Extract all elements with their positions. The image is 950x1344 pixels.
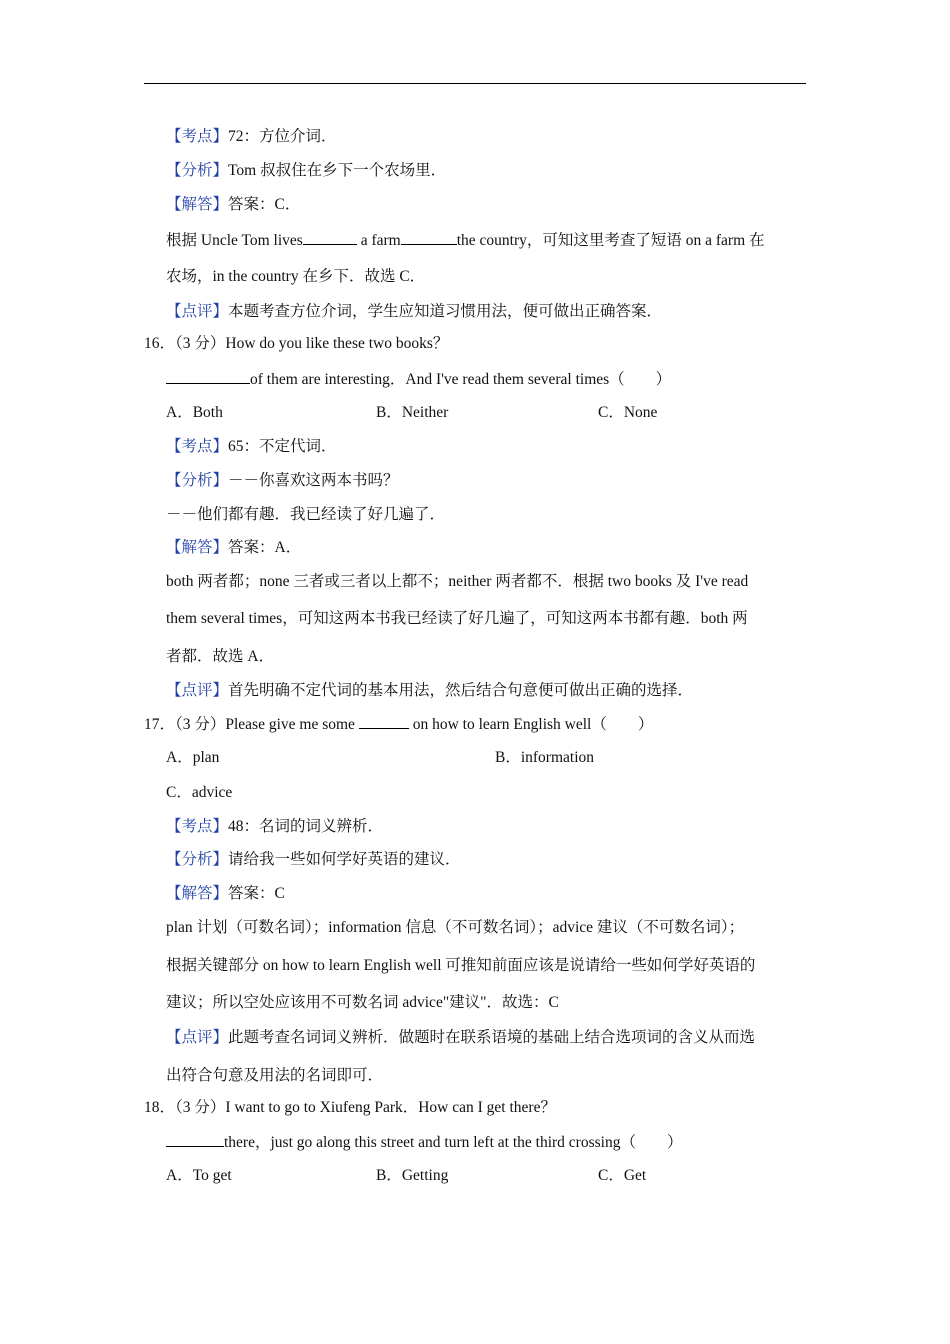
explain-line-16-1 [166,572,748,592]
answer-blank [166,369,250,384]
jieda-tag: 【解答】 [166,539,229,556]
jieda-text: 答案：A． [228,539,302,556]
kaodian-tag: 【考点】 [166,818,229,835]
explain-text: 根据 Uncle Tom lives [166,232,303,249]
fenxi-text: －－你喜欢这两本书吗？ [228,472,399,489]
fenxi-line-17 [166,850,461,870]
option-c[interactable]: C．Get [598,1167,647,1184]
kaodian-line-17 [166,817,383,837]
explain-text: 建议；所以空处应该用不可数名词 advice"建议"．故选：C [166,994,559,1011]
header-rule [144,83,806,84]
question-stem: of them are interesting．And I've read them several times（ ） [250,371,672,388]
answer-blank [401,230,457,245]
question-18-stem [166,1132,682,1153]
option-a[interactable]: A．plan [166,749,220,766]
jieda-tag: 【解答】 [166,196,229,213]
answer-blank [303,230,357,245]
option-a[interactable]: A．Both [166,404,223,421]
jieda-line-17 [166,884,285,904]
option-a[interactable]: A．To get [166,1167,232,1184]
explain-text: plan 计划（可数名词）；information 信息（不可数名词）；advice 建议（不可数名词）； [166,919,745,936]
kaodian-text: 65：不定代词． [228,438,337,455]
explain-text: the country，可知这里考查了短语 on a farm 在 [456,232,765,249]
question-text: 17．（3 分）Please give me some [144,716,359,733]
dianping-text: 本题考查方位介词，学生应知道习惯用法，便可做出正确答案． [228,303,663,320]
kaodian-tag: 【考点】 [166,438,229,455]
fenxi-text: 请给我一些如何学好英语的建议． [228,851,461,868]
fenxi-line-16-2 [166,505,445,525]
dianping-line-17 [166,1028,755,1048]
explain-line-16-2 [166,609,748,629]
explain-line-17-2 [166,956,755,976]
question-16-title [144,334,448,354]
dianping-line-17-2 [166,1066,383,1086]
dianping-text: 出符合句意及用法的名词即可． [166,1067,384,1084]
fenxi-line-15 [166,161,446,181]
kaodian-line-16 [166,437,337,457]
jieda-line-16 [166,538,301,558]
answer-blank [359,714,409,729]
kaodian-text: 72：方位介词． [228,128,337,145]
explain-text: 农场，in the country 在乡下．故选 C． [166,268,426,285]
explain-line-15-1 [166,230,765,251]
jieda-tag: 【解答】 [166,885,229,902]
dianping-text: 首先明确不定代词的基本用法，然后结合句意便可做出正确的选择． [228,682,694,699]
dianping-tag: 【点评】 [166,1029,229,1046]
answer-blank [166,1132,224,1147]
question-text: 16．（3 分）How do you like these two books？ [144,335,449,352]
explain-text: a farm [356,232,401,249]
option-b[interactable]: B．Getting [376,1167,449,1184]
question-text: on how to learn English well（ ） [408,716,654,733]
jieda-text: 答案：C． [228,196,301,213]
question-16-stem [166,369,671,390]
jieda-line-15 [166,195,300,215]
fenxi-tag: 【分析】 [166,162,229,179]
jieda-text: 答案：C [228,885,285,902]
option-b[interactable]: B．Neither [376,404,449,421]
explain-text: them several times，可知这两本书我已经读了好几遍了，可知这两本书都有趣．both 两 [166,610,748,627]
explain-line-16-3 [166,647,274,667]
option-b[interactable]: B．information [495,749,595,766]
dianping-line-16 [166,681,693,701]
question-stem: there，just go along this street and turn left at the third crossing（ ） [224,1134,683,1151]
option-c[interactable]: C．advice [166,784,233,801]
kaodian-text: 48：名词的词义辨析． [228,818,384,835]
option-c[interactable]: C．None [598,404,658,421]
dianping-line-15 [166,302,662,322]
kaodian-line-15 [166,127,337,147]
fenxi-tag: 【分析】 [166,472,229,489]
explain-text: both 两者都；none 三者或三者以上都不；neither 两者都不．根据 two books 及 I've read [166,573,749,590]
explain-text: 者都．故选 A． [166,648,275,665]
fenxi-line-16 [166,471,399,491]
dianping-tag: 【点评】 [166,682,229,699]
question-text: 18．（3 分）I want to go to Xiufeng Park．How can I get there？ [144,1099,556,1116]
explain-line-15-2 [166,267,425,287]
fenxi-text: Tom 叔叔住在乡下一个农场里． [228,162,447,179]
kaodian-tag: 【考点】 [166,128,229,145]
explain-text: 根据关键部分 on how to learn English well 可推知前面应该是说请给一些如何学好英语的 [166,957,756,974]
dianping-text: 此题考查名词词义辨析．做题时在联系语境的基础上结合选项词的含义从而选 [228,1029,756,1046]
fenxi-text: －－他们都有趣．我已经读了好几遍了． [166,506,446,523]
explain-line-17-3 [166,993,559,1013]
fenxi-tag: 【分析】 [166,851,229,868]
dianping-tag: 【点评】 [166,303,229,320]
question-17-title [144,714,653,735]
question-18-title [144,1098,556,1118]
explain-line-17-1 [166,918,744,938]
